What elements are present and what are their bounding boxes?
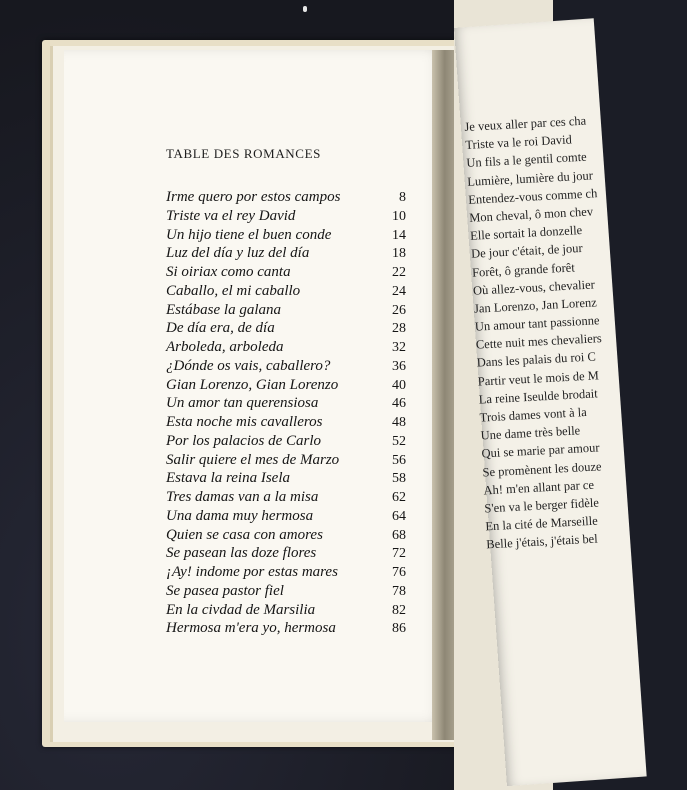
toc-entry [166,544,406,563]
toc-entry-page: 78 [392,583,406,599]
toc-entry-page: 32 [392,340,406,355]
toc-entry [166,357,406,376]
toc-entry-page: 82 [392,602,406,618]
toc-entry [166,301,406,320]
right-page-line: Entendez-vous comme ch [467,185,598,207]
toc-entry [166,338,406,357]
toc-entry-page: 36 [392,358,406,374]
toc-entry-title: Luz del día y luz del día [166,245,310,262]
right-page-line: Belle j'étais, j'étais bel [485,531,598,552]
right-page-line: Jan Lorenzo, Jan Lorenz [473,295,598,316]
toc-entry-page: 46 [392,396,406,412]
toc-entry-page: 58 [392,471,406,487]
toc-entry-page: 52 [392,433,406,449]
right-page-line: Ah! m'en allant par ce [483,477,595,498]
toc-entry-page: 26 [392,302,406,318]
toc-entry-page: 62 [392,490,406,505]
toc-entry-page: 8 [399,190,406,205]
toc-entry-title: Quien se casa con amores [166,526,323,543]
right-page-line: Un fils a le gentil comte [466,150,588,171]
table-of-contents [166,188,406,638]
toc-entry-title: Triste va el rey David [166,207,296,224]
right-page-line: Un amour tant passionne [474,313,600,334]
toc-entry [166,619,406,638]
toc-entry-title: Un hijo tiene el buen conde [166,226,332,243]
toc-entry-page: 72 [392,546,406,562]
toc-entry-page: 14 [392,227,406,243]
toc-entry [166,207,406,226]
toc-entry [166,507,406,526]
toc-entry [166,526,406,545]
toc-entry [166,319,406,338]
right-page-line: S'en va le berger fidèle [484,495,600,516]
toc-entry-title: Irme quero por estos campos [166,189,341,205]
right-page-text [464,108,687,554]
toc-entry [166,263,406,282]
toc-entry [166,394,406,413]
right-page-line: Je veux aller par ces cha [464,113,587,134]
toc-entry-title: Hermosa m'era yo, hermosa [166,620,336,637]
toc-entry [166,376,406,395]
toc-entry-page: 56 [392,452,406,468]
toc-entry-title: Si oiriax como canta [166,264,291,280]
right-page-line: Lumière, lumière du jour [466,167,594,189]
toc-entry-page: 24 [392,283,406,299]
toc-entry-page: 22 [392,265,406,280]
right-page-line: Triste va le roi David [465,132,573,153]
right-page-line: De jour c'était, de jour [470,241,583,262]
right-page-line: Forêt, ô grande forêt [471,259,576,280]
toc-entry-page: 86 [392,621,406,637]
toc-entry-title: Gian Lorenzo, Gian Lorenzo [166,376,339,393]
right-page-line: Partir veut le mois de M [477,367,600,389]
toc-entry [166,488,406,507]
toc-entry-title: Arboleda, arboleda [166,339,284,355]
right-page-line: La reine Iseulde brodait [478,386,598,407]
toc-entry-page: 18 [392,246,406,262]
toc-entry [166,282,406,301]
toc-entry-page: 76 [392,565,406,580]
toc-entry-title: De día era, de día [166,320,275,337]
toc-entry-title: Se pasea pastor fiel [166,582,284,599]
toc-entry-page: 68 [392,527,406,543]
toc-entry-page: 10 [392,208,406,224]
toc-entry [166,432,406,451]
toc-entry [166,226,406,245]
toc-entry [166,188,406,207]
right-page-line: Une dame très belle [480,423,581,443]
right-page-line: Mon cheval, ô mon chev [468,204,594,225]
toc-entry-title: Estava la reina Isela [166,470,291,487]
right-page-line: Où allez-vous, chevalier [472,277,596,298]
right-page-line: Elle sortait la donzelle [469,223,583,243]
toc-entry [166,413,406,432]
toc-entry [166,469,406,488]
toc-entry-title: Salir quiere el mes de Marzo [166,451,340,468]
toc-entry-title: Esta noche mis cavalleros [166,414,323,430]
toc-entry-page: 28 [392,321,406,337]
toc-entry-title: Por los palacios de Carlo [166,432,322,449]
toc-entry-title: Estábase la galana [166,301,281,318]
toc-entry-title: En la civdad de Marsilia [166,601,316,618]
toc-entry [166,451,406,470]
toc-entry-title: Caballo, el mi caballo [166,282,301,299]
toc-entry-page: 64 [392,508,406,524]
right-page-line: Cette nuit mes chevaliers [475,331,603,352]
right-page-line: Dans les palais du roi C [476,349,597,371]
toc-entry-title: ¡Ay! indome por estas mares [166,564,338,580]
toc-entry [166,601,406,620]
toc-entry-title: Una dama muy hermosa [166,507,314,524]
right-page-line: Trois dames vont à la [479,404,588,425]
toc-entry [166,244,406,263]
lint-speck [303,6,307,12]
toc-entry [166,582,406,601]
toc-entry-page: 48 [392,415,406,430]
toc-entry-title: Se pasean las doze flores [166,545,317,562]
toc-entry-page: 40 [392,377,406,393]
right-page-line: Qui se marie par amour [481,440,600,461]
right-page-line: En la cité de Marseille [485,513,599,534]
right-page-line: Se promènent les douze [482,458,602,480]
toc-entry-title: ¿Dónde os vais, caballero? [166,357,331,374]
page-title: TABLE DES ROMANCES [166,146,321,161]
right-page [454,0,603,790]
toc-entry-title: Un amor tan querensiosa [166,395,319,412]
toc-entry [166,563,406,582]
toc-entry-title: Tres damas van a la misa [166,489,319,505]
